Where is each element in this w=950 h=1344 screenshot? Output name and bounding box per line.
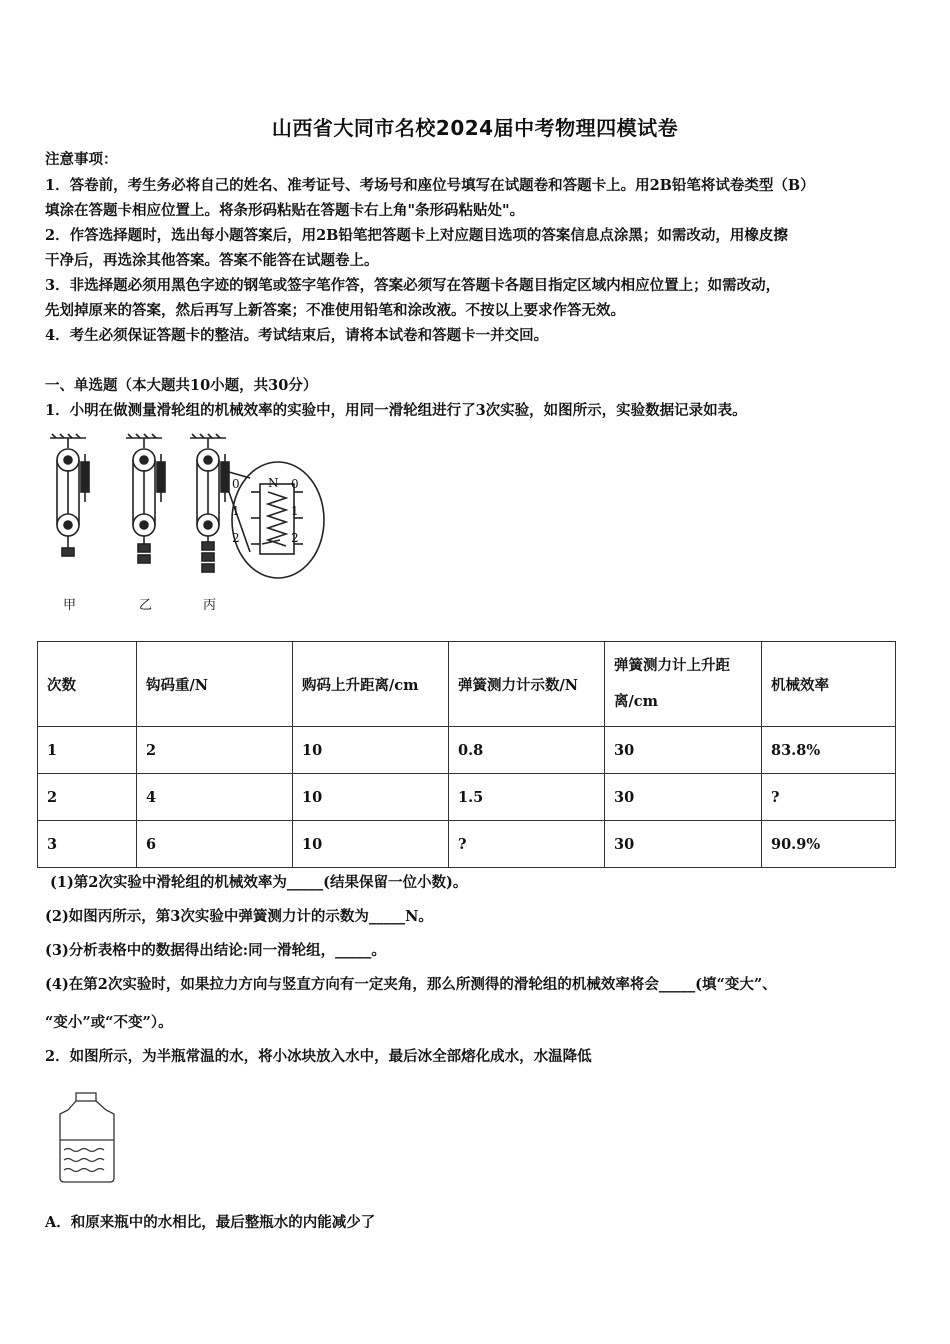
table-row — [38, 774, 896, 821]
table-cell: 90.9% — [762, 821, 896, 868]
gauge-tick-label: 2 — [291, 531, 299, 545]
table-header-cell: 弹簧测力计示数/N — [449, 642, 605, 727]
table-cell: ? — [449, 821, 605, 868]
experiment-table — [37, 641, 896, 868]
question-1-stem: 1．小明在做测量滑轮组的机械效率的实验中，用同一滑轮组进行了3次实验，如图所示，实验数据记录如表。 — [45, 402, 747, 419]
table-cell: 2 — [137, 727, 293, 774]
notice-heading: 注意事项： — [45, 151, 118, 168]
gauge-unit: N — [268, 476, 279, 490]
table-cell: 83.8% — [762, 727, 896, 774]
header-text: 离/cm — [614, 693, 658, 710]
table-header-cell: 次数 — [38, 642, 137, 727]
sub-question-3: (3)分析表格中的数据得出结论:同一滑轮组，_____。 — [45, 942, 386, 959]
table-cell: ? — [762, 774, 896, 821]
table-cell: 10 — [293, 821, 449, 868]
sub-question-1: (1)第2次实验中滑轮组的机械效率为_____(结果保留一位小数)。 — [50, 874, 468, 891]
table-header-cell: 钩码重/N — [137, 642, 293, 727]
notice-line: 3．非选择题必须用黑色字迹的钢笔或签字笔作答，答案必须写在答题卡各题目指定区域内相应位置上；如需改动， — [45, 277, 781, 294]
table-row — [38, 727, 896, 774]
gauge-tick-label: 2 — [232, 531, 240, 545]
gauge-tick-label: 0 — [232, 477, 240, 491]
page-title: 山西省大同市名校2024届中考物理四模试卷 — [271, 116, 679, 140]
figure-label-jia: 甲 — [63, 598, 77, 613]
table-header-cell — [605, 642, 762, 727]
notice-line: 干净后，再选涂其他答案。答案不能答在试题卷上。 — [45, 252, 379, 269]
notice-line: 1．答卷前，考生务必将自己的姓名、准考证号、考场号和座位号填写在试题卷和答题卡上。用2B铅笔将试卷类型（B） — [45, 177, 815, 194]
table-header-cell: 购码上升距离/cm — [293, 642, 449, 727]
sub-question-2: (2)如图丙所示，第3次实验中弹簧测力计的示数为_____N。 — [45, 908, 433, 925]
question-2-stem: 2．如图所示，为半瓶常温的水，将小冰块放入水中，最后冰全部熔化成水，水温降低 — [45, 1048, 592, 1065]
table-cell: 30 — [605, 727, 762, 774]
table-cell: 1 — [38, 727, 137, 774]
notice-line: 先划掉原来的答案，然后再写上新答案；不准使用铅笔和涂改液。不按以上要求作答无效。 — [45, 302, 625, 319]
figure-label-yi: 乙 — [139, 598, 153, 613]
gauge-tick-label: 1 — [232, 504, 240, 518]
gauge-tick-label: 1 — [291, 504, 299, 518]
table-header-cell: 机械效率 — [762, 642, 896, 727]
table-cell: 4 — [137, 774, 293, 821]
pulley-figure — [40, 432, 330, 612]
notice-line: 填涂在答题卡相应位置上。将条形码粘贴在答题卡右上角"条形码粘贴处"。 — [45, 202, 525, 219]
table-cell: 30 — [605, 774, 762, 821]
table-cell: 10 — [293, 727, 449, 774]
section-heading: 一、单选题（本大题共10小题，共30分） — [45, 377, 318, 394]
table-header-row — [38, 642, 896, 727]
sub-question-4: (4)在第2次实验时，如果拉力方向与竖直方向有一定夹角，那么所测得的滑轮组的机械效率将会_____(填“变大”、 — [45, 976, 777, 993]
table-cell: 3 — [38, 821, 137, 868]
notice-line: 4．考生必须保证答题卡的整洁。考试结束后，请将本试卷和答题卡一并交回。 — [45, 327, 549, 344]
table-cell: 1.5 — [449, 774, 605, 821]
table-cell: 0.8 — [449, 727, 605, 774]
option-a: A．和原来瓶中的水相比，最后整瓶水的内能减少了 — [45, 1214, 376, 1231]
table-cell: 30 — [605, 821, 762, 868]
notice-line: 2．作答选择题时，选出每小题答案后，用2B铅笔把答题卡上对应题目选项的答案信息点涂黑；如需改动，用橡皮擦 — [45, 227, 788, 244]
sub-question-4-cont: “变小”或“不变”）。 — [45, 1014, 173, 1031]
table-cell: 6 — [137, 821, 293, 868]
figure-label-bing: 丙 — [203, 598, 217, 613]
header-text: 弹簧测力计上升距 — [614, 657, 730, 674]
table-row — [38, 821, 896, 868]
gauge-tick-label: 0 — [291, 477, 299, 491]
table-cell: 10 — [293, 774, 449, 821]
bottle-figure — [52, 1090, 122, 1185]
table-cell: 2 — [38, 774, 137, 821]
